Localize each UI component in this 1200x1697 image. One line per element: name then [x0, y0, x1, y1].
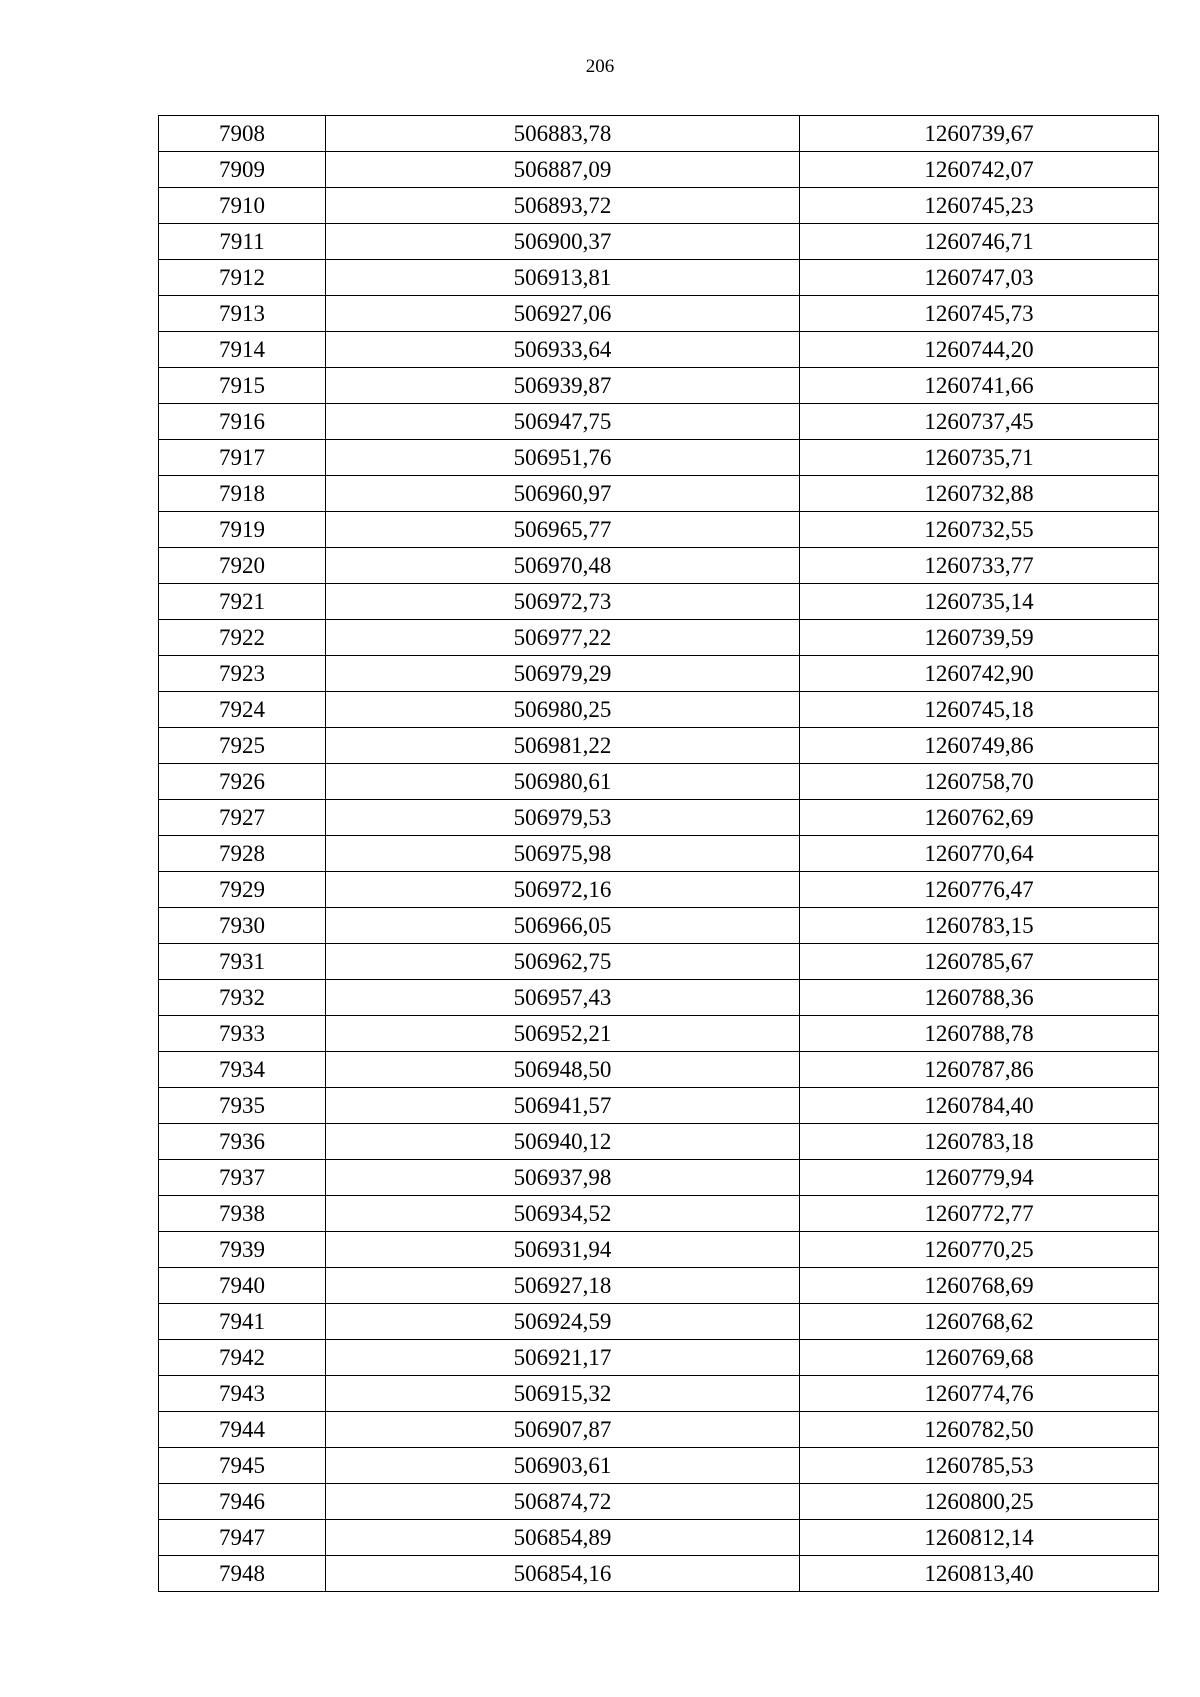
y-coordinate-cell: 1260739,67 — [800, 116, 1159, 152]
x-coordinate-cell: 506893,72 — [326, 188, 800, 224]
point-number-cell: 7922 — [159, 620, 326, 656]
point-number-cell: 7915 — [159, 368, 326, 404]
x-coordinate-cell: 506980,61 — [326, 764, 800, 800]
table-row — [159, 1268, 1159, 1304]
table-row — [159, 260, 1159, 296]
table-row — [159, 368, 1159, 404]
coordinates-table — [158, 115, 1159, 1592]
point-number-cell: 7912 — [159, 260, 326, 296]
table-row — [159, 404, 1159, 440]
x-coordinate-cell: 506975,98 — [326, 836, 800, 872]
x-coordinate-cell: 506913,81 — [326, 260, 800, 296]
y-coordinate-cell: 1260747,03 — [800, 260, 1159, 296]
table-row — [159, 764, 1159, 800]
table-row — [159, 908, 1159, 944]
table-row — [159, 1160, 1159, 1196]
x-coordinate-cell: 506972,16 — [326, 872, 800, 908]
y-coordinate-cell: 1260788,78 — [800, 1016, 1159, 1052]
x-coordinate-cell: 506903,61 — [326, 1448, 800, 1484]
point-number-cell: 7930 — [159, 908, 326, 944]
page-number: 206 — [585, 56, 615, 77]
x-coordinate-cell: 506907,87 — [326, 1412, 800, 1448]
x-coordinate-cell: 506915,32 — [326, 1376, 800, 1412]
y-coordinate-cell: 1260742,07 — [800, 152, 1159, 188]
table-row — [159, 1340, 1159, 1376]
y-coordinate-cell: 1260782,50 — [800, 1412, 1159, 1448]
table-row — [159, 476, 1159, 512]
point-number-cell: 7940 — [159, 1268, 326, 1304]
y-coordinate-cell: 1260785,53 — [800, 1448, 1159, 1484]
point-number-cell: 7947 — [159, 1520, 326, 1556]
x-coordinate-cell: 506965,77 — [326, 512, 800, 548]
x-coordinate-cell: 506970,48 — [326, 548, 800, 584]
x-coordinate-cell: 506947,75 — [326, 404, 800, 440]
point-number-cell: 7920 — [159, 548, 326, 584]
x-coordinate-cell: 506941,57 — [326, 1088, 800, 1124]
x-coordinate-cell: 506948,50 — [326, 1052, 800, 1088]
point-number-cell: 7916 — [159, 404, 326, 440]
x-coordinate-cell: 506937,98 — [326, 1160, 800, 1196]
y-coordinate-cell: 1260732,88 — [800, 476, 1159, 512]
point-number-cell: 7938 — [159, 1196, 326, 1232]
y-coordinate-cell: 1260745,18 — [800, 692, 1159, 728]
x-coordinate-cell: 506939,87 — [326, 368, 800, 404]
y-coordinate-cell: 1260812,14 — [800, 1520, 1159, 1556]
table-row — [159, 296, 1159, 332]
y-coordinate-cell: 1260762,69 — [800, 800, 1159, 836]
point-number-cell: 7923 — [159, 656, 326, 692]
y-coordinate-cell: 1260745,73 — [800, 296, 1159, 332]
x-coordinate-cell: 506934,52 — [326, 1196, 800, 1232]
y-coordinate-cell: 1260768,69 — [800, 1268, 1159, 1304]
point-number-cell: 7910 — [159, 188, 326, 224]
table-row — [159, 1052, 1159, 1088]
point-number-cell: 7939 — [159, 1232, 326, 1268]
y-coordinate-cell: 1260742,90 — [800, 656, 1159, 692]
point-number-cell: 7935 — [159, 1088, 326, 1124]
point-number-cell: 7928 — [159, 836, 326, 872]
x-coordinate-cell: 506981,22 — [326, 728, 800, 764]
y-coordinate-cell: 1260770,25 — [800, 1232, 1159, 1268]
x-coordinate-cell: 506952,21 — [326, 1016, 800, 1052]
y-coordinate-cell: 1260774,76 — [800, 1376, 1159, 1412]
point-number-cell: 7919 — [159, 512, 326, 548]
table-row — [159, 656, 1159, 692]
table-row — [159, 1556, 1159, 1592]
x-coordinate-cell: 506977,22 — [326, 620, 800, 656]
y-coordinate-cell: 1260768,62 — [800, 1304, 1159, 1340]
table-row — [159, 332, 1159, 368]
point-number-cell: 7931 — [159, 944, 326, 980]
y-coordinate-cell: 1260744,20 — [800, 332, 1159, 368]
table-row — [159, 512, 1159, 548]
point-number-cell: 7929 — [159, 872, 326, 908]
table-row — [159, 584, 1159, 620]
x-coordinate-cell: 506972,73 — [326, 584, 800, 620]
table-row — [159, 188, 1159, 224]
point-number-cell: 7913 — [159, 296, 326, 332]
table-row — [159, 1448, 1159, 1484]
x-coordinate-cell: 506921,17 — [326, 1340, 800, 1376]
y-coordinate-cell: 1260783,18 — [800, 1124, 1159, 1160]
table-row — [159, 692, 1159, 728]
point-number-cell: 7932 — [159, 980, 326, 1016]
y-coordinate-cell: 1260779,94 — [800, 1160, 1159, 1196]
x-coordinate-cell: 506966,05 — [326, 908, 800, 944]
coordinates-table-body — [159, 116, 1159, 1592]
x-coordinate-cell: 506874,72 — [326, 1484, 800, 1520]
point-number-cell: 7924 — [159, 692, 326, 728]
y-coordinate-cell: 1260746,71 — [800, 224, 1159, 260]
x-coordinate-cell: 506979,29 — [326, 656, 800, 692]
point-number-cell: 7937 — [159, 1160, 326, 1196]
table-row — [159, 836, 1159, 872]
y-coordinate-cell: 1260758,70 — [800, 764, 1159, 800]
table-row — [159, 152, 1159, 188]
table-row — [159, 1376, 1159, 1412]
point-number-cell: 7926 — [159, 764, 326, 800]
table-row — [159, 1124, 1159, 1160]
table-row — [159, 1196, 1159, 1232]
table-row — [159, 224, 1159, 260]
point-number-cell: 7942 — [159, 1340, 326, 1376]
x-coordinate-cell: 506931,94 — [326, 1232, 800, 1268]
y-coordinate-cell: 1260776,47 — [800, 872, 1159, 908]
table-row — [159, 440, 1159, 476]
point-number-cell: 7946 — [159, 1484, 326, 1520]
table-row — [159, 620, 1159, 656]
point-number-cell: 7945 — [159, 1448, 326, 1484]
y-coordinate-cell: 1260800,25 — [800, 1484, 1159, 1520]
x-coordinate-cell: 506900,37 — [326, 224, 800, 260]
point-number-cell: 7914 — [159, 332, 326, 368]
table-row — [159, 872, 1159, 908]
y-coordinate-cell: 1260745,23 — [800, 188, 1159, 224]
table-row — [159, 1088, 1159, 1124]
point-number-cell: 7944 — [159, 1412, 326, 1448]
y-coordinate-cell: 1260785,67 — [800, 944, 1159, 980]
x-coordinate-cell: 506951,76 — [326, 440, 800, 476]
table-row — [159, 1520, 1159, 1556]
x-coordinate-cell: 506854,16 — [326, 1556, 800, 1592]
table-row — [159, 980, 1159, 1016]
table-row — [159, 1016, 1159, 1052]
table-row — [159, 116, 1159, 152]
y-coordinate-cell: 1260732,55 — [800, 512, 1159, 548]
y-coordinate-cell: 1260749,86 — [800, 728, 1159, 764]
y-coordinate-cell: 1260735,71 — [800, 440, 1159, 476]
point-number-cell: 7908 — [159, 116, 326, 152]
point-number-cell: 7921 — [159, 584, 326, 620]
point-number-cell: 7943 — [159, 1376, 326, 1412]
y-coordinate-cell: 1260739,59 — [800, 620, 1159, 656]
x-coordinate-cell: 506980,25 — [326, 692, 800, 728]
point-number-cell: 7936 — [159, 1124, 326, 1160]
y-coordinate-cell: 1260783,15 — [800, 908, 1159, 944]
x-coordinate-cell: 506940,12 — [326, 1124, 800, 1160]
point-number-cell: 7934 — [159, 1052, 326, 1088]
y-coordinate-cell: 1260770,64 — [800, 836, 1159, 872]
point-number-cell: 7933 — [159, 1016, 326, 1052]
table-row — [159, 1484, 1159, 1520]
x-coordinate-cell: 506887,09 — [326, 152, 800, 188]
table-row — [159, 1412, 1159, 1448]
point-number-cell: 7927 — [159, 800, 326, 836]
point-number-cell: 7941 — [159, 1304, 326, 1340]
point-number-cell: 7911 — [159, 224, 326, 260]
point-number-cell: 7909 — [159, 152, 326, 188]
x-coordinate-cell: 506933,64 — [326, 332, 800, 368]
point-number-cell: 7925 — [159, 728, 326, 764]
x-coordinate-cell: 506883,78 — [326, 116, 800, 152]
y-coordinate-cell: 1260813,40 — [800, 1556, 1159, 1592]
x-coordinate-cell: 506927,06 — [326, 296, 800, 332]
table-row — [159, 1304, 1159, 1340]
y-coordinate-cell: 1260735,14 — [800, 584, 1159, 620]
y-coordinate-cell: 1260772,77 — [800, 1196, 1159, 1232]
y-coordinate-cell: 1260784,40 — [800, 1088, 1159, 1124]
table-row — [159, 800, 1159, 836]
table-row — [159, 728, 1159, 764]
y-coordinate-cell: 1260787,86 — [800, 1052, 1159, 1088]
point-number-cell: 7917 — [159, 440, 326, 476]
y-coordinate-cell: 1260733,77 — [800, 548, 1159, 584]
y-coordinate-cell: 1260769,68 — [800, 1340, 1159, 1376]
table-row — [159, 944, 1159, 980]
x-coordinate-cell: 506960,97 — [326, 476, 800, 512]
y-coordinate-cell: 1260788,36 — [800, 980, 1159, 1016]
x-coordinate-cell: 506979,53 — [326, 800, 800, 836]
x-coordinate-cell: 506927,18 — [326, 1268, 800, 1304]
x-coordinate-cell: 506924,59 — [326, 1304, 800, 1340]
table-row — [159, 1232, 1159, 1268]
x-coordinate-cell: 506962,75 — [326, 944, 800, 980]
y-coordinate-cell: 1260737,45 — [800, 404, 1159, 440]
table-row — [159, 548, 1159, 584]
y-coordinate-cell: 1260741,66 — [800, 368, 1159, 404]
x-coordinate-cell: 506957,43 — [326, 980, 800, 1016]
point-number-cell: 7918 — [159, 476, 326, 512]
point-number-cell: 7948 — [159, 1556, 326, 1592]
x-coordinate-cell: 506854,89 — [326, 1520, 800, 1556]
